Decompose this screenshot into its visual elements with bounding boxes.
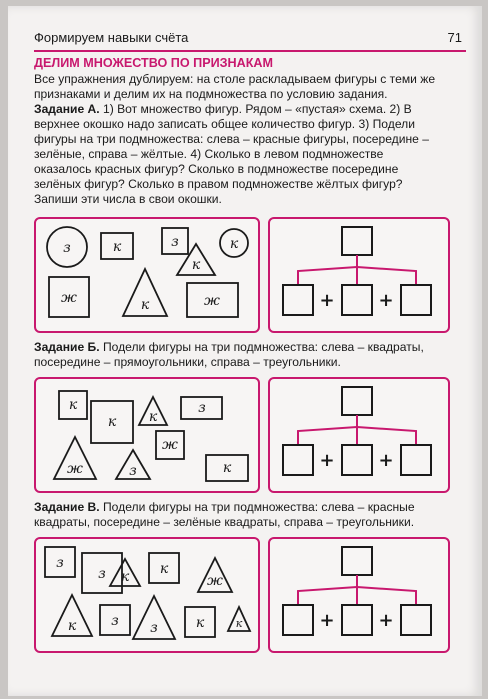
right-subset-box[interactable] [401, 445, 431, 475]
total-count-box[interactable] [342, 387, 372, 415]
running-head [34, 28, 466, 52]
figure-letter: з [171, 234, 179, 250]
figure-letter: з [56, 555, 64, 571]
figure-letter: к [222, 460, 232, 476]
task-b-figures-panel [34, 377, 260, 493]
figure-letter: к [112, 239, 122, 255]
plus-sign: + [378, 450, 394, 471]
figure-letter: к [148, 409, 158, 425]
task-c-figures-panel [34, 537, 260, 653]
plus-sign: + [319, 450, 335, 471]
figure-letter: к [159, 561, 169, 577]
plus-sign: + [378, 290, 394, 311]
left-subset-box[interactable] [283, 285, 313, 315]
figure-letter: ж [204, 293, 220, 309]
task-b-figures [36, 379, 258, 491]
task-b-scheme-panel [268, 377, 450, 493]
task-b-label: Задание Б. [34, 340, 100, 354]
text-block [34, 56, 444, 207]
figure-letter: к [235, 617, 243, 630]
figure-letter: з [98, 566, 106, 582]
left-subset-box[interactable] [283, 605, 313, 635]
figure-letter: к [191, 257, 201, 273]
figure-letter: ж [67, 461, 83, 477]
figure-letter: к [120, 569, 130, 585]
figure-letter: ж [207, 573, 223, 589]
task-a-paragraph [34, 102, 444, 207]
section-intro: Все упражнения дублируем: на столе раскладываем фигуры с теми же признаками и делим их на подмножества по условию задания. [34, 72, 436, 101]
right-subset-box[interactable] [401, 285, 431, 315]
figure-letter: з [111, 613, 119, 629]
figure-letter: з [63, 240, 71, 256]
task-a-label: Задание А. [34, 102, 100, 116]
figure-letter: к [68, 397, 78, 413]
task-a-figures-panel [34, 217, 260, 333]
task-c-scheme [270, 539, 448, 651]
total-count-box[interactable] [342, 547, 372, 575]
figure-letter: к [140, 297, 150, 313]
figure-letter: к [229, 236, 239, 252]
plus-sign: + [378, 610, 394, 631]
middle-subset-box[interactable] [342, 445, 372, 475]
total-count-box[interactable] [342, 227, 372, 255]
task-b-text: Подели фигуры на три подмножества: слева – квадраты, посередине – прямоугольники, справа – треугольники. [34, 340, 424, 369]
section-title: ДЕЛИМ МНОЖЕСТВО ПО ПРИЗНАКАМ [34, 56, 273, 70]
figure-letter: ж [61, 290, 77, 306]
middle-subset-box[interactable] [342, 605, 372, 635]
left-subset-box[interactable] [283, 445, 313, 475]
middle-subset-box[interactable] [342, 285, 372, 315]
plus-sign: + [319, 610, 335, 631]
figure-letter: к [107, 414, 117, 430]
task-b-paragraph [34, 340, 454, 370]
running-head-title: Формируем навыки счёта [34, 30, 189, 45]
task-c-figures [36, 539, 258, 651]
task-a-figures [36, 219, 258, 331]
task-c-paragraph [34, 500, 454, 530]
figure-letter: з [129, 463, 137, 479]
figure-letter: з [150, 620, 158, 636]
figure-letter: к [67, 618, 77, 634]
task-b-scheme [270, 379, 448, 491]
task-c-label: Задание В. [34, 500, 100, 514]
figure-letter: ж [162, 437, 178, 453]
right-subset-box[interactable] [401, 605, 431, 635]
figure-letter: з [198, 400, 206, 416]
task-c-scheme-panel [268, 537, 450, 653]
task-a-scheme-panel [268, 217, 450, 333]
task-c-text: Подели фигуры на три подмножества: слева – красные квадраты, посередине – зелёные квадраты, справа – треугольники. [34, 500, 415, 529]
plus-sign: + [319, 290, 335, 311]
figure-letter: к [195, 615, 205, 631]
task-a-scheme [270, 219, 448, 331]
page-number: 71 [447, 30, 462, 45]
task-a-text: 1) Вот множество фигур. Рядом – «пустая» схема. 2) В верхнее окошко надо записать общее количество фигур. 3) Подели фигуры на три подмножества: слева – красные фигуры, посередине – зелёные, справа – жёлтые. 4) Сколько в левом подмножестве оказалось красных фигур? Сколько в подмножестве посередине зелёных фигур? Сколько в правом подмножестве жёлтых фигур? Запиши эти числа в свои окошки. [34, 102, 429, 206]
